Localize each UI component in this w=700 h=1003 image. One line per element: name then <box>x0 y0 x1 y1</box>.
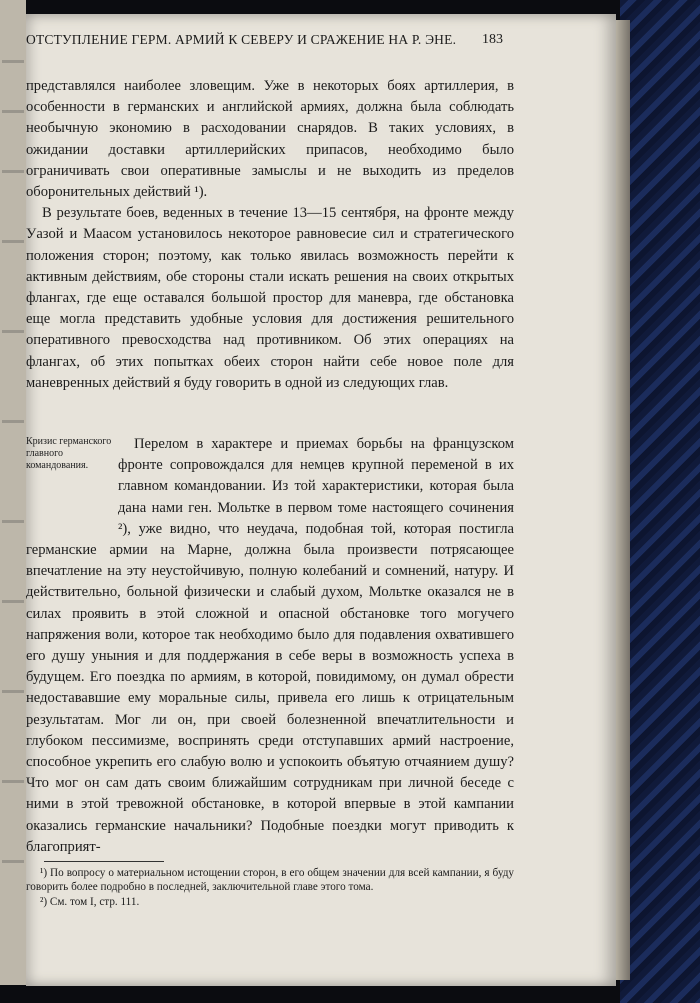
main-text-top <box>26 76 514 394</box>
paragraph-2: В результате боев, веденных в течение 13—15 сентября, на фронте между Уазой и Маасом установилось некоторое равновесие сил и стратегического положения сторон; поэтому, как только явилась возможность перейти к активным действиям, обе стороны стали искать решения на своих открытых флангах, где еще оставался большой простор для маневра, где обстановка еще могла представить удобные условия для достижения решительного оперативного превосходства над противником. Об этих операциях на флангах, об этих попытках обеих сторон найти себе новое поле для маневренных действий я буду говорить в одной из следующих глав. <box>26 205 514 391</box>
margin-note: Кризис германского главного командования. <box>26 436 112 472</box>
main-text-lower <box>26 434 514 858</box>
footnotes <box>26 866 514 909</box>
running-head: ОТСТУПЛЕНИЕ ГЕРМ. АРМИЙ К СЕВЕРУ И СРАЖЕНИЕ НА Р. ЭНЕ. <box>26 32 457 47</box>
paragraph-3: Перелом в характере и приемах борьбы на французском фронте сопровождался для немцев крупной переменой в их главном командовании. Из той характеристики, которая была дана нами ген. Мольтке в первом томе настоящего сочинения ²), уже видно, что неудача, подобная той, которая постигла германские армии на Марне, должна была произвести потрясающее впечатление на эту неустойчивую, полную колебаний и сомнений, натуру. И действительно, больной физически и слабый духом, Мольтке оказался не в силах проявить в этой сложной и опасной обстановке того могучего напряжения воли, которое так необходимо было для подавления охватившего его душу уныния и для поддержания в себе веры в возможность успеха в будущем. Его поездка по армиям, в которой, повидимому, он думал обрести недостававшие ему моральные силы, привела его лишь к отрицательным результатам. Мог ли он, при своей болезненной впечатлительности и глубоком пессимизме, воспринять среди отступавших армий настроение, способное укрепить его слабую волю и успокоить объятую отчаянием душу? Что мог он сам дать своим ближайшим сотрудникам при личной беседе с ними в этой тревожной обстановке, в которой впервые в этой кампании оказались германские начальники? Подобные поездки могут приводить к благоприят- <box>26 436 514 855</box>
footnote-2: ²) См. том I, стр. 111. <box>40 895 140 908</box>
book-page <box>26 14 616 986</box>
book-cover-spine <box>620 0 700 1003</box>
footnote-divider <box>44 861 164 862</box>
footnote-1: ¹) По вопросу о материальном истощении сторон, в его общем значении для всей кампании, я буду говорить более подробно в последней, заключительной главе этого тома. <box>26 867 514 894</box>
page-number: 183 <box>482 32 503 47</box>
paragraph-1: представлялся наиболее зловещим. Уже в некоторых боях артиллерия, в особенности в германских и английской армиях, должна была соблюдать необычную экономию в расходовании снарядов. В таких условиях, в ожидании доставки артиллерийских припасов, необходимо было ограничивать свои оперативные замыслы и не выходить из пределов оборонительных действий ¹). <box>26 78 514 201</box>
facing-page-edge <box>0 0 26 985</box>
